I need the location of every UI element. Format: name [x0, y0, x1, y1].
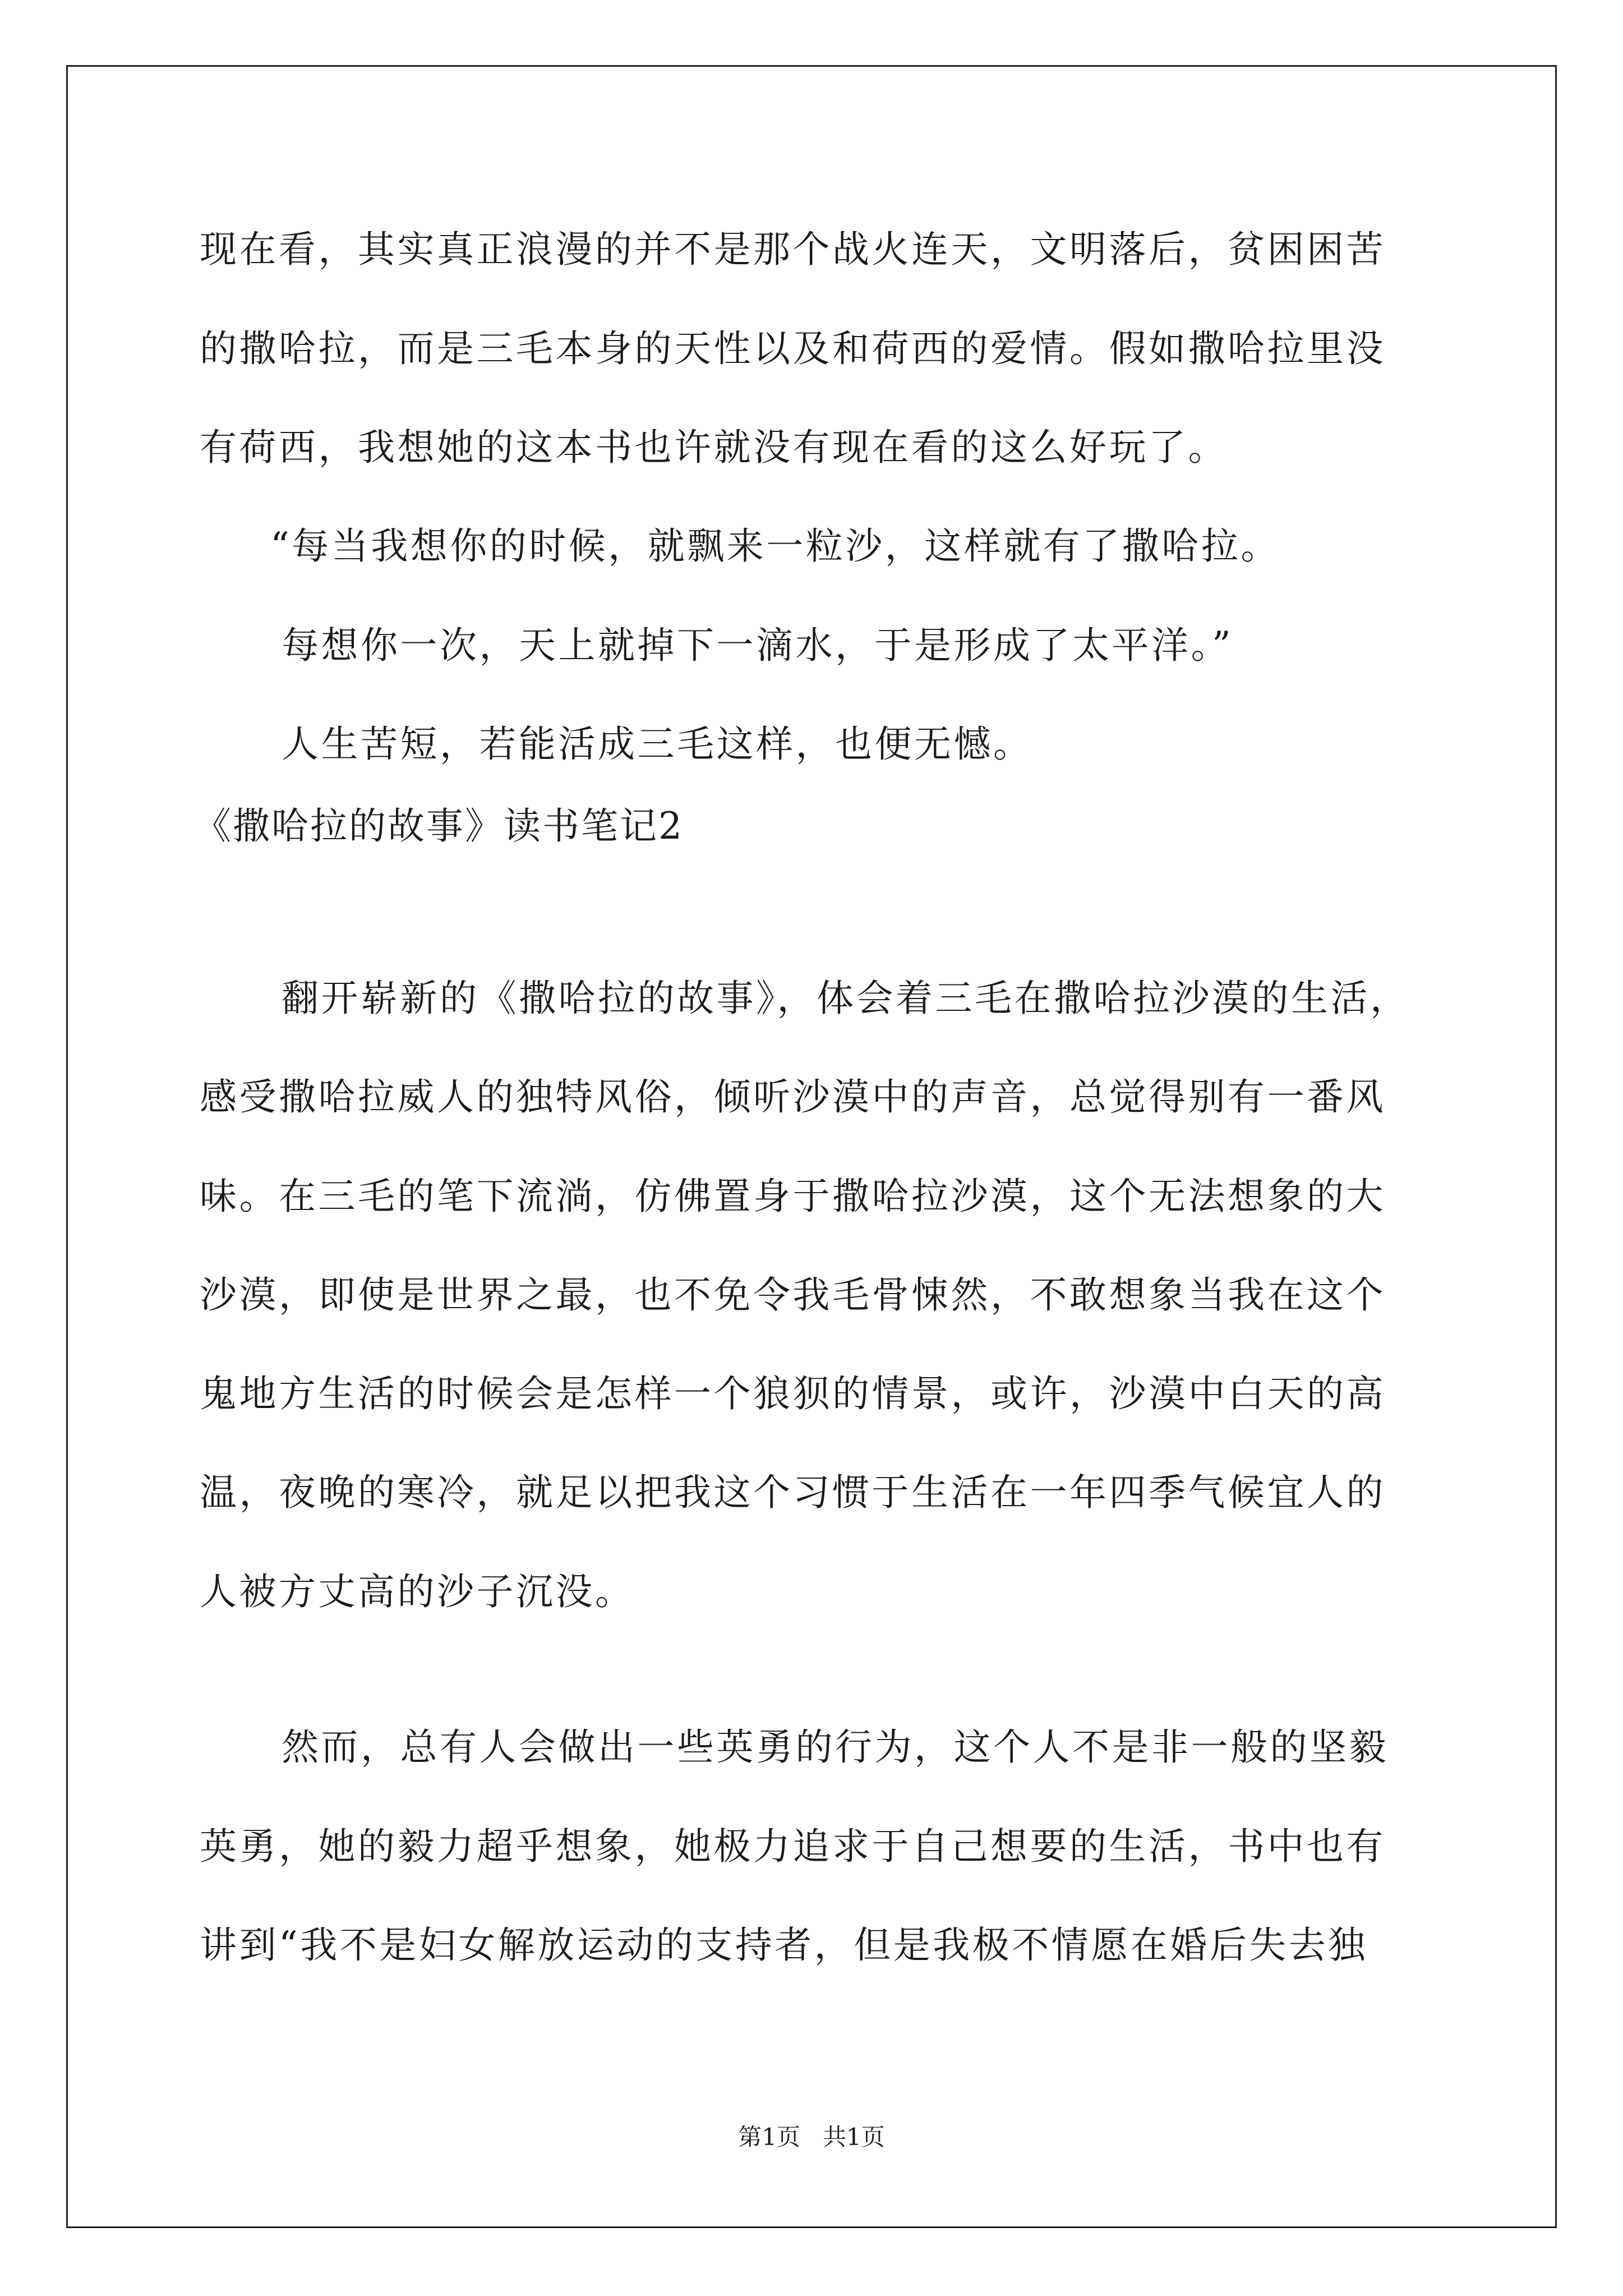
paragraph-3-line-2: 英勇，她的毅力超乎想象，她极力追求于自己想要的生活，书中也有 [200, 1825, 1386, 1868]
paragraph-3-line-1: 然而，总有人会做出一些英勇的行为，这个人不是非一般的坚毅 [282, 1726, 1389, 1769]
paragraph-2-line-4: 沙漠，即使是世界之最，也不免令我毛骨悚然，不敢想象当我在这个 [200, 1273, 1386, 1317]
paragraph-2-line-5: 鬼地方生活的时候会是怎样一个狼狈的情景，或许，沙漠中白天的高 [200, 1372, 1386, 1415]
section-title: 《撒哈拉的故事》读书笔记2 [194, 804, 684, 848]
paragraph-2-line-2: 感受撒哈拉威人的独特风俗，倾听沙漠中的声音，总觉得别有一番风 [200, 1075, 1386, 1119]
page-border [66, 65, 1557, 2228]
closing-line: 人生苦短，若能活成三毛这样，也便无憾。 [282, 723, 1033, 766]
paragraph-1-line-2: 的撒哈拉，而是三毛本身的天性以及和荷西的爱情。假如撒哈拉里没 [200, 327, 1386, 370]
paragraph-2-line-7: 人被方丈高的沙子沉没。 [200, 1570, 635, 1613]
quote-line-2: 每想你一次，天上就掉下一滴水，于是形成了太平洋。” [282, 624, 1234, 667]
paragraph-3-line-3: 讲到“我不是妇女解放运动的支持者，但是我极不情愿在婚后失去独 [200, 1924, 1368, 1967]
paragraph-2-line-3: 味。在三毛的笔下流淌，仿佛置身于撒哈拉沙漠，这个无法想象的大 [200, 1175, 1386, 1218]
paragraph-2-line-1: 翻开崭新的《撒哈拉的故事》，体会着三毛在撒哈拉沙漠的生活， [282, 977, 1410, 1020]
paragraph-1-line-3: 有荷西，我想她的这本书也许就没有现在看的这么好玩了。 [200, 426, 1228, 469]
page-number-footer: 第1页 共1页 [738, 2123, 885, 2151]
paragraph-2-line-6: 温，夜晚的寒冷，就足以把我这个习惯于生活在一年四季气候宜人的 [200, 1471, 1386, 1514]
paragraph-1-line-1: 现在看，其实真正浪漫的并不是那个战火连天，文明落后，贫困困苦 [200, 228, 1386, 271]
quote-line-1: “每当我想你的时候，就飘来一粒沙，这样就有了撒哈拉。 [270, 524, 1280, 568]
